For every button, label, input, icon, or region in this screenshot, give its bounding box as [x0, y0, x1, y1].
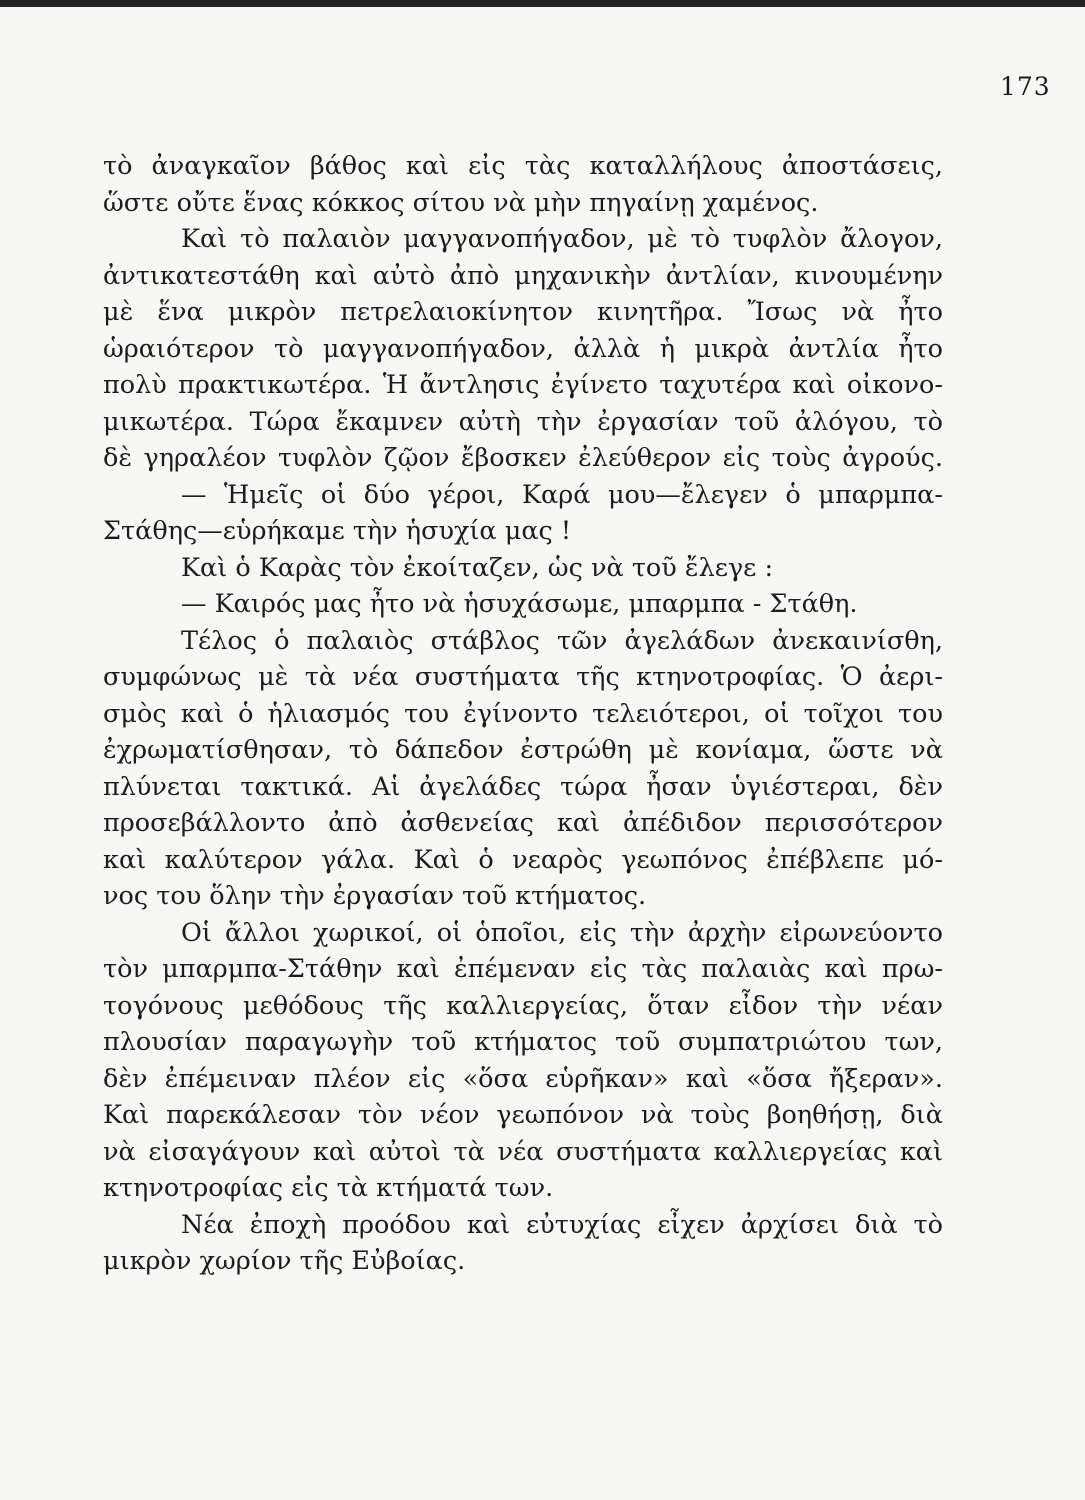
text-line: μικρὸν χωρίον τῆς Εὐβοίας.	[103, 1246, 466, 1276]
text-line: μικωτέρα. Τώρα ἔκαμνεν αὐτὴ τὴν ἐργασίαν τοῦ ἀλόγου, τὸ	[103, 406, 943, 437]
text-line: κτηνοτροφίας εἰς τὰ κτήματά των.	[103, 1173, 554, 1203]
text-line: ὡραιότερον τὸ μαγγανοπήγαδον, ἀλλὰ ἡ μικρὰ ἀντλία ἦτο	[103, 333, 943, 364]
text-line: δὲν ἐπέμειναν πλέον εἰς «ὅσα εὑρῆκαν» καὶ «ὅσα ἤξεραν».	[103, 1063, 943, 1094]
text-line: πλύνεται τακτικά. Αἱ ἀγελάδες τώρα ἦσαν ὑγιέστεραι, δὲν	[103, 771, 943, 802]
text-line: ἀντικατεστάθη καὶ αὐτὸ ἀπὸ μηχανικὴν ἀντλίαν, κινουμένην	[103, 260, 943, 291]
text-line: — Καιρός μας ἦτο νὰ ἡσυχάσωμε, μπαρμπα - Στάθη.	[181, 589, 858, 619]
text-line: τογόνους μεθόδους τῆς καλλιεργείας, ὅταν εἶδον τὴν νέαν	[103, 990, 943, 1021]
text-line: μὲ ἕνα μικρὸν πετρελαιοκίνητον κινητῆρα. Ἴσως νὰ ἦτο	[103, 297, 943, 327]
page-top-edge	[0, 0, 1085, 7]
text-line: Καὶ παρεκάλεσαν τὸν νέον γεωπόνον νὰ τοὺς βοηθήσῃ, διὰ	[103, 1100, 943, 1130]
text-line: Οἱ ἄλλοι χωρικοί, οἱ ὁποῖοι, εἰς τὴν ἀρχὴν εἰρωνεύοντο	[181, 917, 943, 948]
text-line: Τέλος ὁ παλαιὸς στάβλος τῶν ἀγελάδων ἀνεκαινίσθη,	[181, 625, 943, 656]
text-line: Στάθης—εὑρήκαμε τὴν ἡσυχία μας !	[103, 516, 572, 546]
text-line: — Ἡμεῖς οἱ δύο γέροι, Καρά μου—ἔλεγεν ὁ μπαρμπα-	[181, 479, 943, 510]
text-line: πολὺ πρακτικωτέρα. Ἡ ἄντλησις ἐγίνετο ταχυτέρα καὶ οἰκονο-	[103, 370, 943, 400]
text-line: τὸ ἀναγκαῖον βάθος καὶ εἰς τὰς καταλλήλους ἀποστάσεις,	[103, 151, 943, 181]
body-text	[103, 148, 943, 1280]
text-line: τὸν μπαρμπα-Στάθην καὶ ἐπέμεναν εἰς τὰς παλαιὰς καὶ πρω-	[103, 954, 943, 984]
text-line: ἐχρωματίσθησαν, τὸ δάπεδον ἐστρώθη μὲ κονίαμα, ὥστε νὰ	[103, 735, 943, 765]
text-line: ὥστε οὔτε ἕνας κόκκος σίτου νὰ μὴν πηγαίνῃ χαμένος.	[103, 187, 819, 218]
text-line: δὲ γηραλέον τυφλὸν ζῷον ἔβοσκεν ἐλεύθερον εἰς τοὺς ἀγρούς.	[103, 443, 943, 473]
text-line: προσεβάλλοντο ἀπὸ ἀσθενείας καὶ ἀπέδιδον περισσότερον	[103, 808, 943, 838]
text-line: σμὸς καὶ ὁ ἡλιασμός του ἐγίνοντο τελειότεροι, οἱ τοῖχοι του	[103, 698, 943, 729]
text-line: Νέα ἐποχὴ προόδου καὶ εὐτυχίας εἶχεν ἀρχίσει διὰ τὸ	[181, 1209, 943, 1240]
text-line: Καὶ τὸ παλαιὸν μαγγανοπήγαδον, μὲ τὸ τυφλὸν ἄλογον,	[181, 224, 943, 254]
text-line: νος του ὅλην τὴν ἐργασίαν τοῦ κτήματος.	[103, 881, 647, 911]
page-number: 173	[1000, 72, 1051, 101]
text-line: Καὶ ὁ Καρὰς τὸν ἐκοίταζεν, ὡς νὰ τοῦ ἔλεγε :	[181, 552, 774, 583]
text-line: συμφώνως μὲ τὰ νέα συστήματα τῆς κτηνοτροφίας. Ὁ ἀερι-	[103, 662, 943, 692]
text-line: καὶ καλύτερον γάλα. Καὶ ὁ νεαρὸς γεωπόνος ἐπέβλεπε μό-	[103, 844, 943, 875]
text-line: νὰ εἰσαγάγουν καὶ αὐτοὶ τὰ νέα συστήματα καλλιεργείας καὶ	[103, 1136, 943, 1167]
text-line: πλουσίαν παραγωγὴν τοῦ κτήματος τοῦ συμπατριώτου των,	[103, 1027, 943, 1057]
